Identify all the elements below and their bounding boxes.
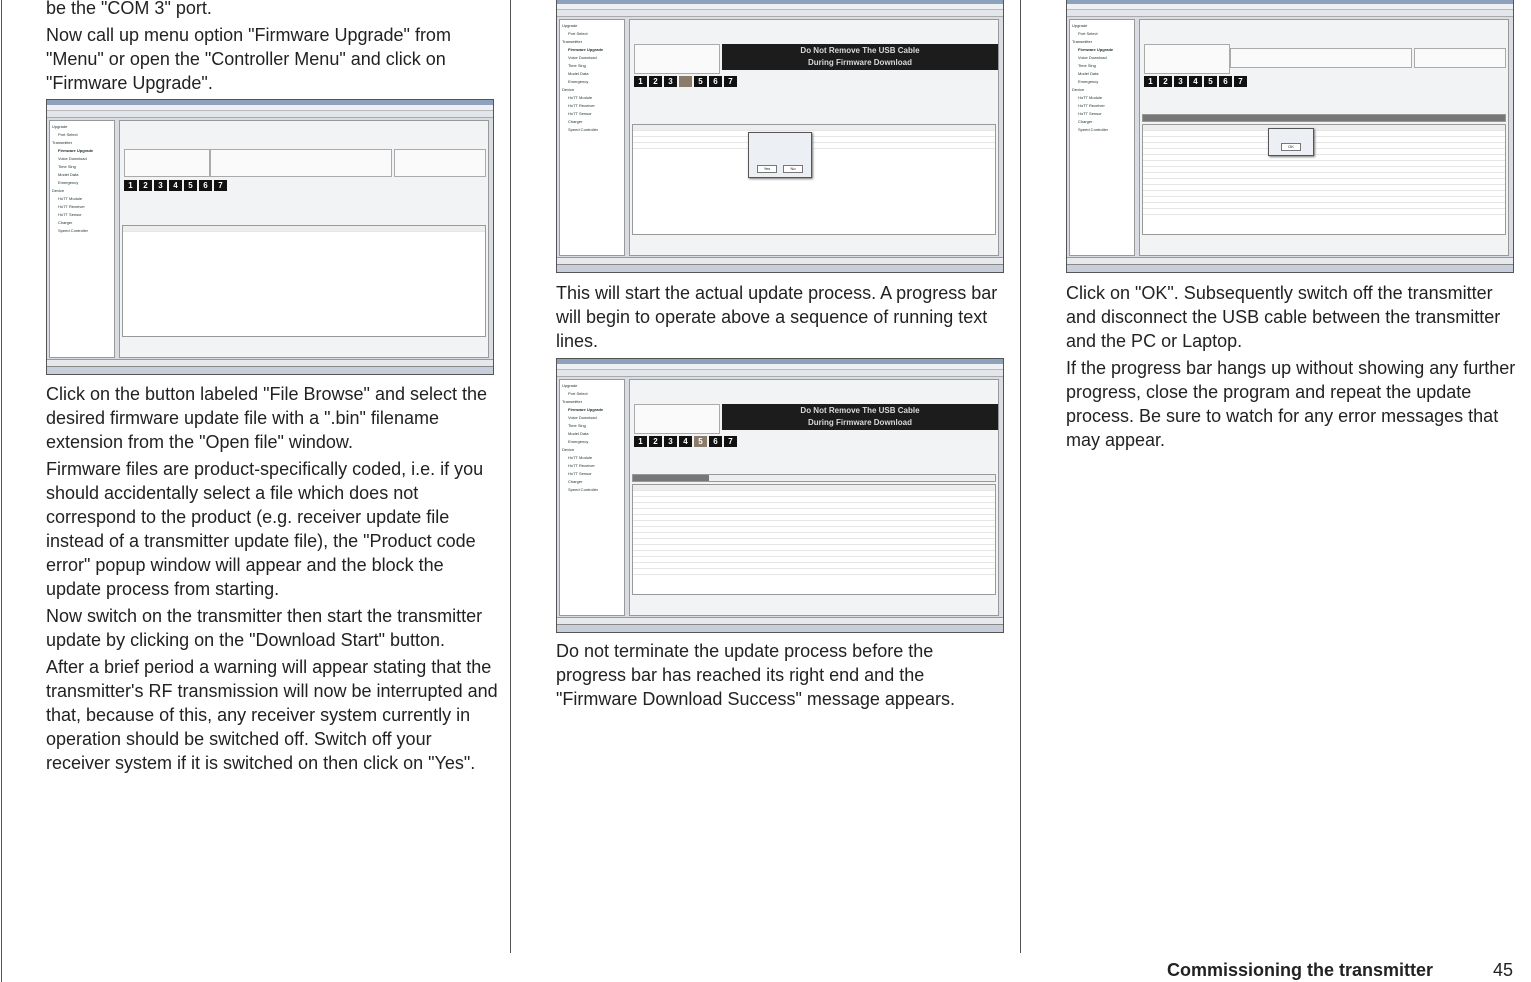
tree-item: Transmitter [1072, 39, 1093, 44]
paragraph: Now switch on the transmitter then start the transmitter update by clicking on the "Download Start" button. [46, 606, 483, 650]
tree-item: Transmitter [562, 39, 583, 44]
dialog-yes-button[interactable]: Yes [757, 165, 777, 173]
log-table [122, 225, 486, 337]
taskbar [557, 624, 1003, 632]
tree-item: Transmitter [52, 140, 73, 145]
tree-item: Voice Download [58, 156, 87, 161]
tree-item: Speed Controller [568, 487, 599, 492]
tree-item: Time Sing [1078, 63, 1096, 68]
tree-item: Model Data [1078, 71, 1099, 76]
log-table [632, 124, 996, 235]
file-browse-box [1230, 48, 1412, 68]
tree-item: Upgrade [562, 23, 578, 28]
step-7: 7 [724, 436, 737, 447]
tree-item: HoTT Receiver [58, 204, 85, 209]
tree-item: Device [1072, 87, 1085, 92]
paragraph: After a brief period a warning will appear stating that the transmitter's RF transmission will now be interrupted and that, because of this, any receiver system currently in operation should be switched off. Switch off your receiver system if it is switched on then click on "Yes". [46, 657, 498, 773]
firmware-panel [119, 120, 489, 358]
window-tabbar [1067, 10, 1513, 17]
column-1 [46, 0, 496, 98]
step-3: 3 [664, 436, 677, 447]
tree-item: Speed Controller [568, 127, 599, 132]
tree-item: Time Sing [568, 423, 586, 428]
tree-item: Upgrade [1072, 23, 1088, 28]
product-info-box [634, 404, 720, 434]
dialog-ok-button[interactable]: OK [1281, 143, 1301, 151]
download-start-box [394, 149, 486, 177]
tree-item: Device [562, 447, 575, 452]
step-5: 5 [1204, 76, 1217, 87]
tree-item: HoTT Sensor [58, 212, 82, 217]
tree-item: Port Select [568, 31, 588, 36]
download-progress-bar [632, 474, 996, 482]
screenshot-download-progress [556, 358, 1004, 633]
progress-fill [633, 475, 709, 481]
column-2-lower [556, 639, 1008, 714]
tree-item: HoTT Module [568, 455, 593, 460]
step-indicator [1144, 76, 1247, 87]
footer-section-title: Commissioning the transmitter [1167, 960, 1434, 980]
tree-item: HoTT Module [568, 95, 593, 100]
file-browse-box [210, 149, 392, 177]
tree-item: Upgrade [562, 383, 578, 388]
firmware-panel [1139, 19, 1509, 256]
tree-item: HoTT Sensor [1078, 111, 1102, 116]
log-row [633, 569, 995, 575]
warning-line: Do Not Remove The USB Cable [800, 46, 920, 55]
product-info-box [124, 149, 210, 177]
log-header [123, 226, 485, 232]
column-divider-left [1, 0, 2, 982]
step-1: 1 [634, 76, 647, 87]
step-2: 2 [649, 76, 662, 87]
tree-item: Model Data [58, 172, 79, 177]
paragraph: Now call up menu option "Firmware Upgrade" from "Menu" or open the "Controller Menu" and click on "Firmware Upgrade". [46, 25, 451, 93]
tree-item: HoTT Sensor [568, 111, 592, 116]
product-info-box [1144, 44, 1230, 74]
tree-item: Device [562, 87, 575, 92]
paragraph: Click on "OK". Subsequently switch off the transmitter and disconnect the USB cable between the transmitter and the PC or Laptop. [1066, 283, 1501, 351]
step-6: 6 [1219, 76, 1232, 87]
tree-item: Firmware Upgrade [58, 148, 94, 153]
firmware-panel [629, 379, 999, 616]
firmware-panel [629, 19, 999, 256]
step-5: 5 [694, 436, 707, 447]
tree-item: Emergency [568, 439, 589, 444]
step-3: 3 [1174, 76, 1187, 87]
step-2: 2 [1159, 76, 1172, 87]
column-divider-1 [510, 0, 511, 953]
navigation-tree [559, 379, 625, 616]
tree-item: Model Data [568, 431, 589, 436]
tree-item: Voice Download [568, 55, 597, 60]
tree-item: Firmware Upgrade [568, 47, 604, 52]
step-6: 6 [709, 76, 722, 87]
step-6: 6 [199, 180, 212, 191]
step-6: 6 [709, 436, 722, 447]
tree-item: Device [52, 188, 65, 193]
navigation-tree [49, 120, 115, 358]
tree-item: Port Select [58, 132, 78, 137]
taskbar [1067, 264, 1513, 272]
tree-item: Time Sing [568, 63, 586, 68]
step-2: 2 [139, 180, 152, 191]
step-indicator [634, 436, 737, 447]
success-dialog [1268, 128, 1314, 156]
log-table [632, 484, 996, 595]
tree-item: Charger [58, 220, 73, 225]
step-1: 1 [124, 180, 137, 191]
tree-item: HoTT Sensor [568, 471, 592, 476]
step-indicator [124, 180, 227, 191]
paragraph: Do not terminate the update process before the progress bar has reached its right end and the "Firmware Download Success" message appears. [556, 641, 955, 709]
tree-item: Model Data [568, 71, 589, 76]
taskbar [47, 366, 493, 374]
tree-item: Charger [568, 479, 583, 484]
step-4: 4 [169, 180, 182, 191]
step-4: 4 [679, 436, 692, 447]
paragraph: If the progress bar hangs up without showing any further progress, close the program and repeat the update process. Be sure to watch for any error messages that may appear. [1066, 358, 1516, 450]
step-5: 5 [184, 180, 197, 191]
step-7: 7 [724, 76, 737, 87]
tree-item: HoTT Receiver [568, 463, 595, 468]
step-3: 3 [154, 180, 167, 191]
dialog-no-button[interactable]: No [783, 165, 803, 173]
download-progress-bar [1142, 114, 1506, 122]
progress-fill [1143, 115, 1505, 121]
window-tabbar [557, 10, 1003, 17]
step-indicator [634, 76, 737, 87]
step-7: 7 [1234, 76, 1247, 87]
tree-item: Firmware Upgrade [568, 407, 604, 412]
screenshot-rf-warning [556, 0, 1004, 273]
log-row [1143, 209, 1505, 215]
tree-item: Emergency [1078, 79, 1099, 84]
step-5: 5 [694, 76, 707, 87]
tree-item: Port Select [568, 391, 588, 396]
tree-item: Emergency [58, 180, 79, 185]
tree-item: Speed Controller [58, 228, 89, 233]
log-table [1142, 124, 1506, 235]
tree-item: Charger [568, 119, 583, 124]
column-1-lower [46, 382, 498, 778]
tree-item: HoTT Module [1078, 95, 1103, 100]
tree-item: Voice Download [568, 415, 597, 420]
step-2: 2 [649, 436, 662, 447]
tree-item: HoTT Receiver [568, 103, 595, 108]
step-7: 7 [214, 180, 227, 191]
step-1: 1 [634, 436, 647, 447]
warning-line: During Firmware Download [807, 418, 912, 427]
paragraph: Click on the button labeled "File Browse" and select the desired firmware update file with a ".bin" filename extension from the "Open file" window. [46, 384, 488, 452]
warning-line: During Firmware Download [807, 58, 912, 67]
step-3: 3 [664, 76, 677, 87]
tree-item: HoTT Receiver [1078, 103, 1105, 108]
paragraph: be the "COM 3" port. [46, 0, 212, 18]
warning-line: Do Not Remove The USB Cable [800, 406, 920, 415]
tree-item: HoTT Module [58, 196, 83, 201]
column-3 [1066, 281, 1516, 455]
product-info-box [634, 44, 720, 74]
log-row [633, 143, 995, 149]
column-divider-2 [1020, 0, 1021, 953]
rf-warning-dialog [748, 132, 812, 178]
step-1: 1 [1144, 76, 1157, 87]
usb-warning-banner [722, 44, 998, 70]
download-start-box [1414, 48, 1506, 68]
paragraph: Firmware files are product-specifically coded, i.e. if you should accidentally select a file which does not correspond to the product (e.g. receiver update file instead of a transmitter update file), the "Product code error" popup window will appear and the block the update process from starting. [46, 459, 484, 599]
tree-item: Time Sing [58, 164, 76, 169]
tree-item: Charger [1078, 119, 1093, 124]
usb-warning-banner [722, 404, 998, 430]
step-4: 4 [1189, 76, 1202, 87]
tree-item: Firmware Upgrade [1078, 47, 1114, 52]
screenshot-download-success [1066, 0, 1514, 273]
navigation-tree [1069, 19, 1135, 256]
tree-item: Port Select [1078, 31, 1098, 36]
window-tabbar [47, 111, 493, 118]
tree-item: Upgrade [52, 124, 68, 129]
step-4 [679, 76, 692, 87]
screenshot-firmware-upgrade-start [46, 99, 494, 375]
window-tabbar [557, 370, 1003, 377]
tree-item: Transmitter [562, 399, 583, 404]
tree-item: Voice Download [1078, 55, 1107, 60]
paragraph: This will start the actual update process. A progress bar will begin to operate above a sequence of running text lines. [556, 283, 998, 351]
tree-item: Speed Controller [1078, 127, 1109, 132]
tree-item: Emergency [568, 79, 589, 84]
navigation-tree [559, 19, 625, 256]
column-2-upper [556, 281, 1008, 356]
page-number: 45 [1493, 960, 1514, 980]
taskbar [557, 264, 1003, 272]
